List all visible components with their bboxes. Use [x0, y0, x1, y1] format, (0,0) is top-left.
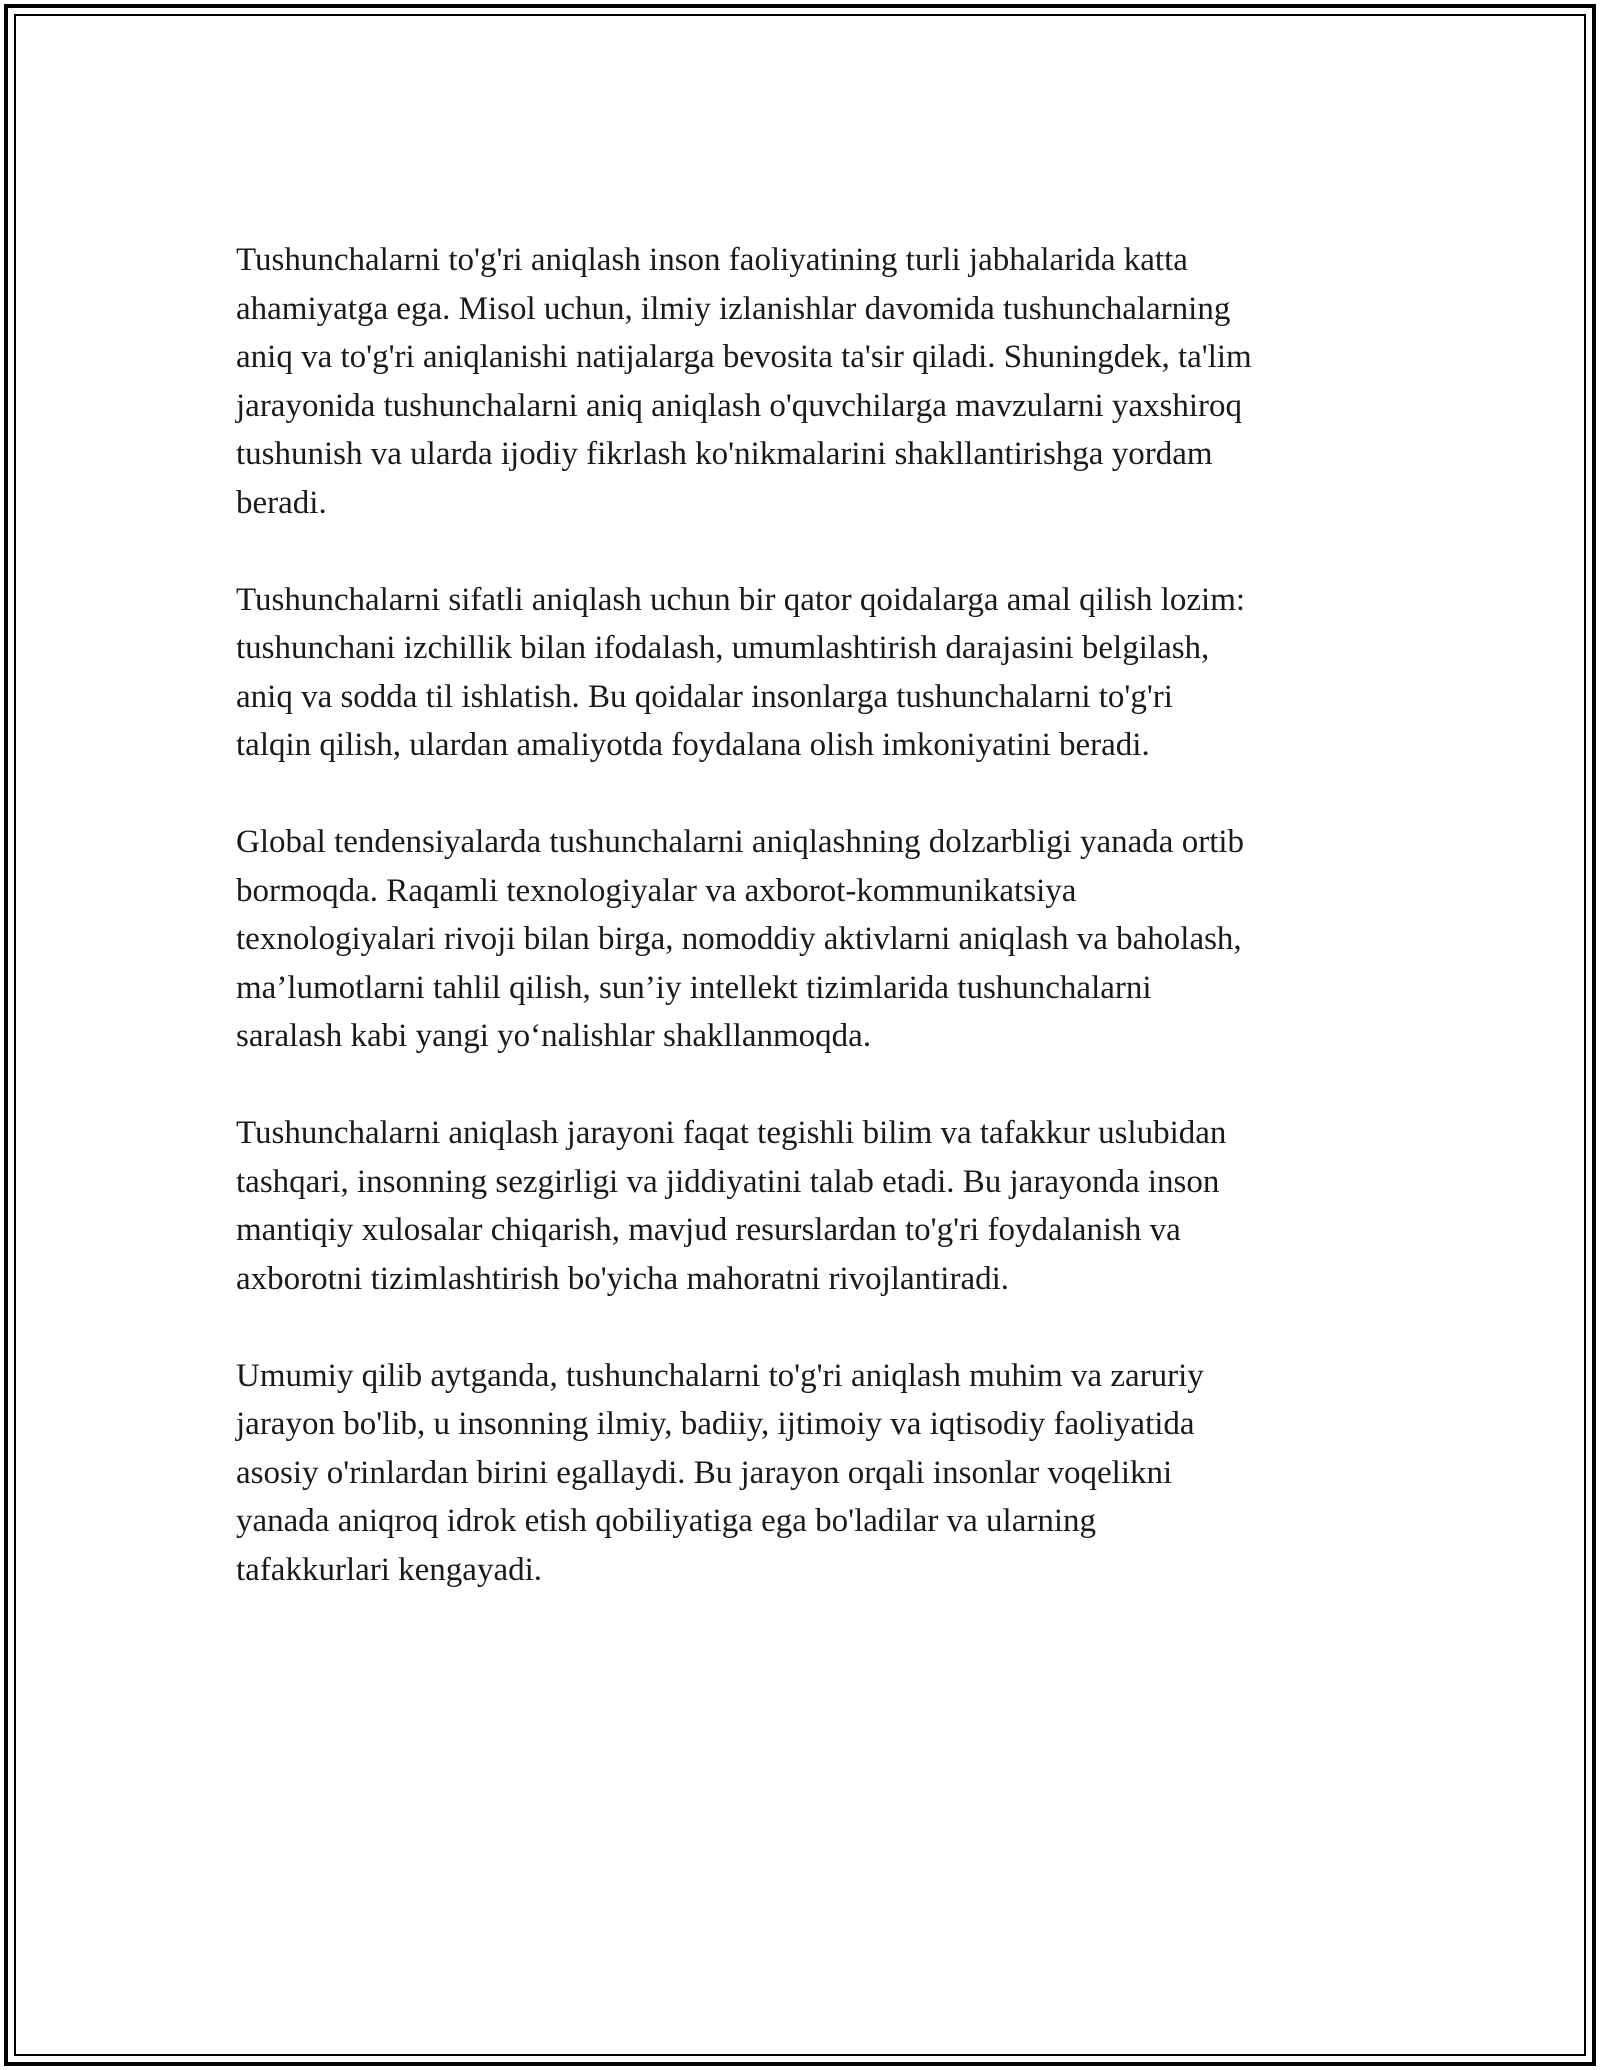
paragraph-1: Tushunchalarni to'g'ri aniqlash inson faoliyatining turli jabhalarida katta ahamiyatga ega. Misol uchun, ilmiy izlanishlar davomida tushunchalarning aniq va to'g'ri aniqlanishi natijalarga bevosita ta'sir qiladi. Shuningdek, ta'lim jarayonida tushunchalarni aniq aniqlash o'quvchilarga mavzularni yaxshiroq tushunish va ularda ijodiy fikrlash ko'nikmalarini shakllantirishga yordam beradi.: [236, 242, 1252, 521]
paragraph-3: Global tendensiyalarda tushunchalarni aniqlashning dolzarbligi yanada ortib bormoqda. Raqamli texnologiyalar va axborot-kommunikatsiya texnologiyalari rivoji bilan birga, nomoddiy aktivlarni aniqlash va baholash, ma’lumotlarni tahlil qilish, sun’iy intellekt tizimlarida tushunchalarni saralash kabi yangi yo‘nalishlar shakllanmoqda.: [236, 824, 1245, 1054]
document-body: [236, 236, 1366, 1643]
paragraph-2: Tushunchalarni sifatli aniqlash uchun bir qator qoidalarga amal qilish lozim: tushunchani izchillik bilan ifodalash, umumlashtirish darajasini belgilash, aniq va sodda til ishlatish. Bu qoidalar insonlarga tushunchalarni to'g'ri talqin qilish, ulardan amaliyotda foydalana olish imkoniyatini beradi.: [236, 581, 1246, 763]
paragraph-4: Tushunchalarni aniqlash jarayoni faqat tegishli bilim va tafakkur uslubidan tashqari, insonning sezgirligi va jiddiyatini talab etadi. Bu jarayonda inson mantiqiy xulosalar chiqarish, mavjud resurslardan to'g'ri foydalanish va axborotni tizimlashtirish bo'yicha mahoratni rivojlantiradi.: [236, 1115, 1227, 1297]
paragraph-5: Umumiy qilib aytganda, tushunchalarni to'g'ri aniqlash muhim va zaruriy jarayon bo'lib, u insonning ilmiy, badiiy, ijtimoiy va iqtisodiy faoliyatida asosiy o'rinlardan birini egallaydi. Bu jarayon orqali insonlar voqelikni yanada aniqroq idrok etish qobiliyatiga ega bo'ladilar va ularning tafakkurlari kengayadi.: [236, 1357, 1204, 1588]
